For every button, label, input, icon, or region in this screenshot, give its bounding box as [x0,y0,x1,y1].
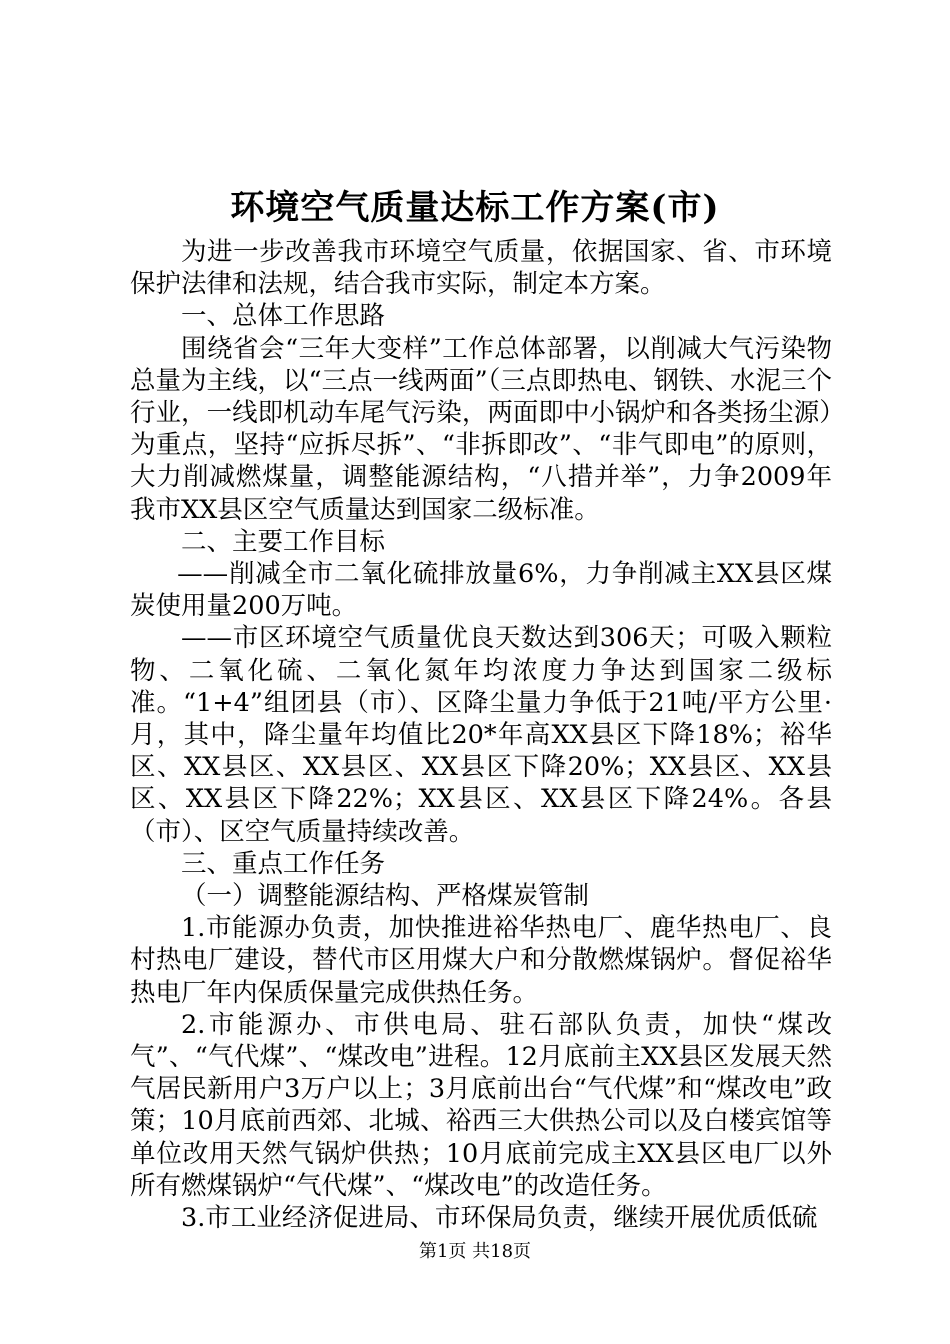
document-body [130,236,832,1234]
section-heading-3: 三、重点工作任务 [181,848,386,879]
goal-item: ——市区环境空气质量优良天数达到306天；可吸入颗粒物、二氧化硫、二氧化氮年均浓度力争达到国家二级标准。“1+4”组团县（市）、区降尘量力争低于21吨/平方公里·月，其中，降尘量年均值比20*年高XX县区下降18%；裕华区、XX县区、XX县区、XX县区下降20%；XX县区、XX县区、XX县区下降22%；XX县区、XX县区下降24%。各县（市）、区空气质量持续改善。 [130,623,832,847]
task-item: 3.市工业经济促进局、市环保局负责，继续开展优质低硫 [181,1203,818,1234]
body-paragraph: 围绕省会“三年大变样”工作总体部署，以削减大气污染物总量为主线，以“三点一线两面”（三点即热电、钢铁、水泥三个行业，一线即机动车尾气污染，两面即中小锅炉和各类扬尘源）为重点，坚持“应拆尽拆”、“非拆即改”、“非气即电”的原则，大力削减燃煤量，调整能源结构，“八措并举”，力争2009年我市XX县区空气质量达到国家二级标准。 [130,333,832,525]
page-footer: 第1页 共18页 [418,1241,532,1262]
section-heading-2: 二、主要工作目标 [181,526,386,557]
subsection-heading: （一）调整能源结构、严格煤炭管制 [181,881,590,912]
document-title: 环境空气质量达标工作方案(市) [230,188,720,228]
section-heading-1: 一、总体工作思路 [181,301,386,332]
task-item: 2.市能源办、市供电局、驻石部队负责，加快“煤改气”、“气代煤”、“煤改电”进程。12月底前主XX县区发展天然气居民新用户3万户以上；3月底前出台“气代煤”和“煤改电”政策；10月底前西郊、北城、裕西三大供热公司以及白楼宾馆等单位改用天然气锅炉供热；10月底前完成主XX县区电厂以外所有燃煤锅炉“气代煤”、“煤改电”的改造任务。 [130,1009,832,1201]
task-item: 1.市能源办负责，加快推进裕华热电厂、鹿华热电厂、良村热电厂建设，替代市区用煤大户和分散燃煤锅炉。督促裕华热电厂年内保质保量完成供热任务。 [130,913,832,1008]
goal-item: ——削减全市二氧化硫排放量6%，力争削减主XX县区煤炭使用量200万吨。 [130,559,832,622]
intro-paragraph: 为进一步改善我市环境空气质量，依据国家、省、市环境保护法律和法规，结合我市实际，制定本方案。 [130,237,832,300]
